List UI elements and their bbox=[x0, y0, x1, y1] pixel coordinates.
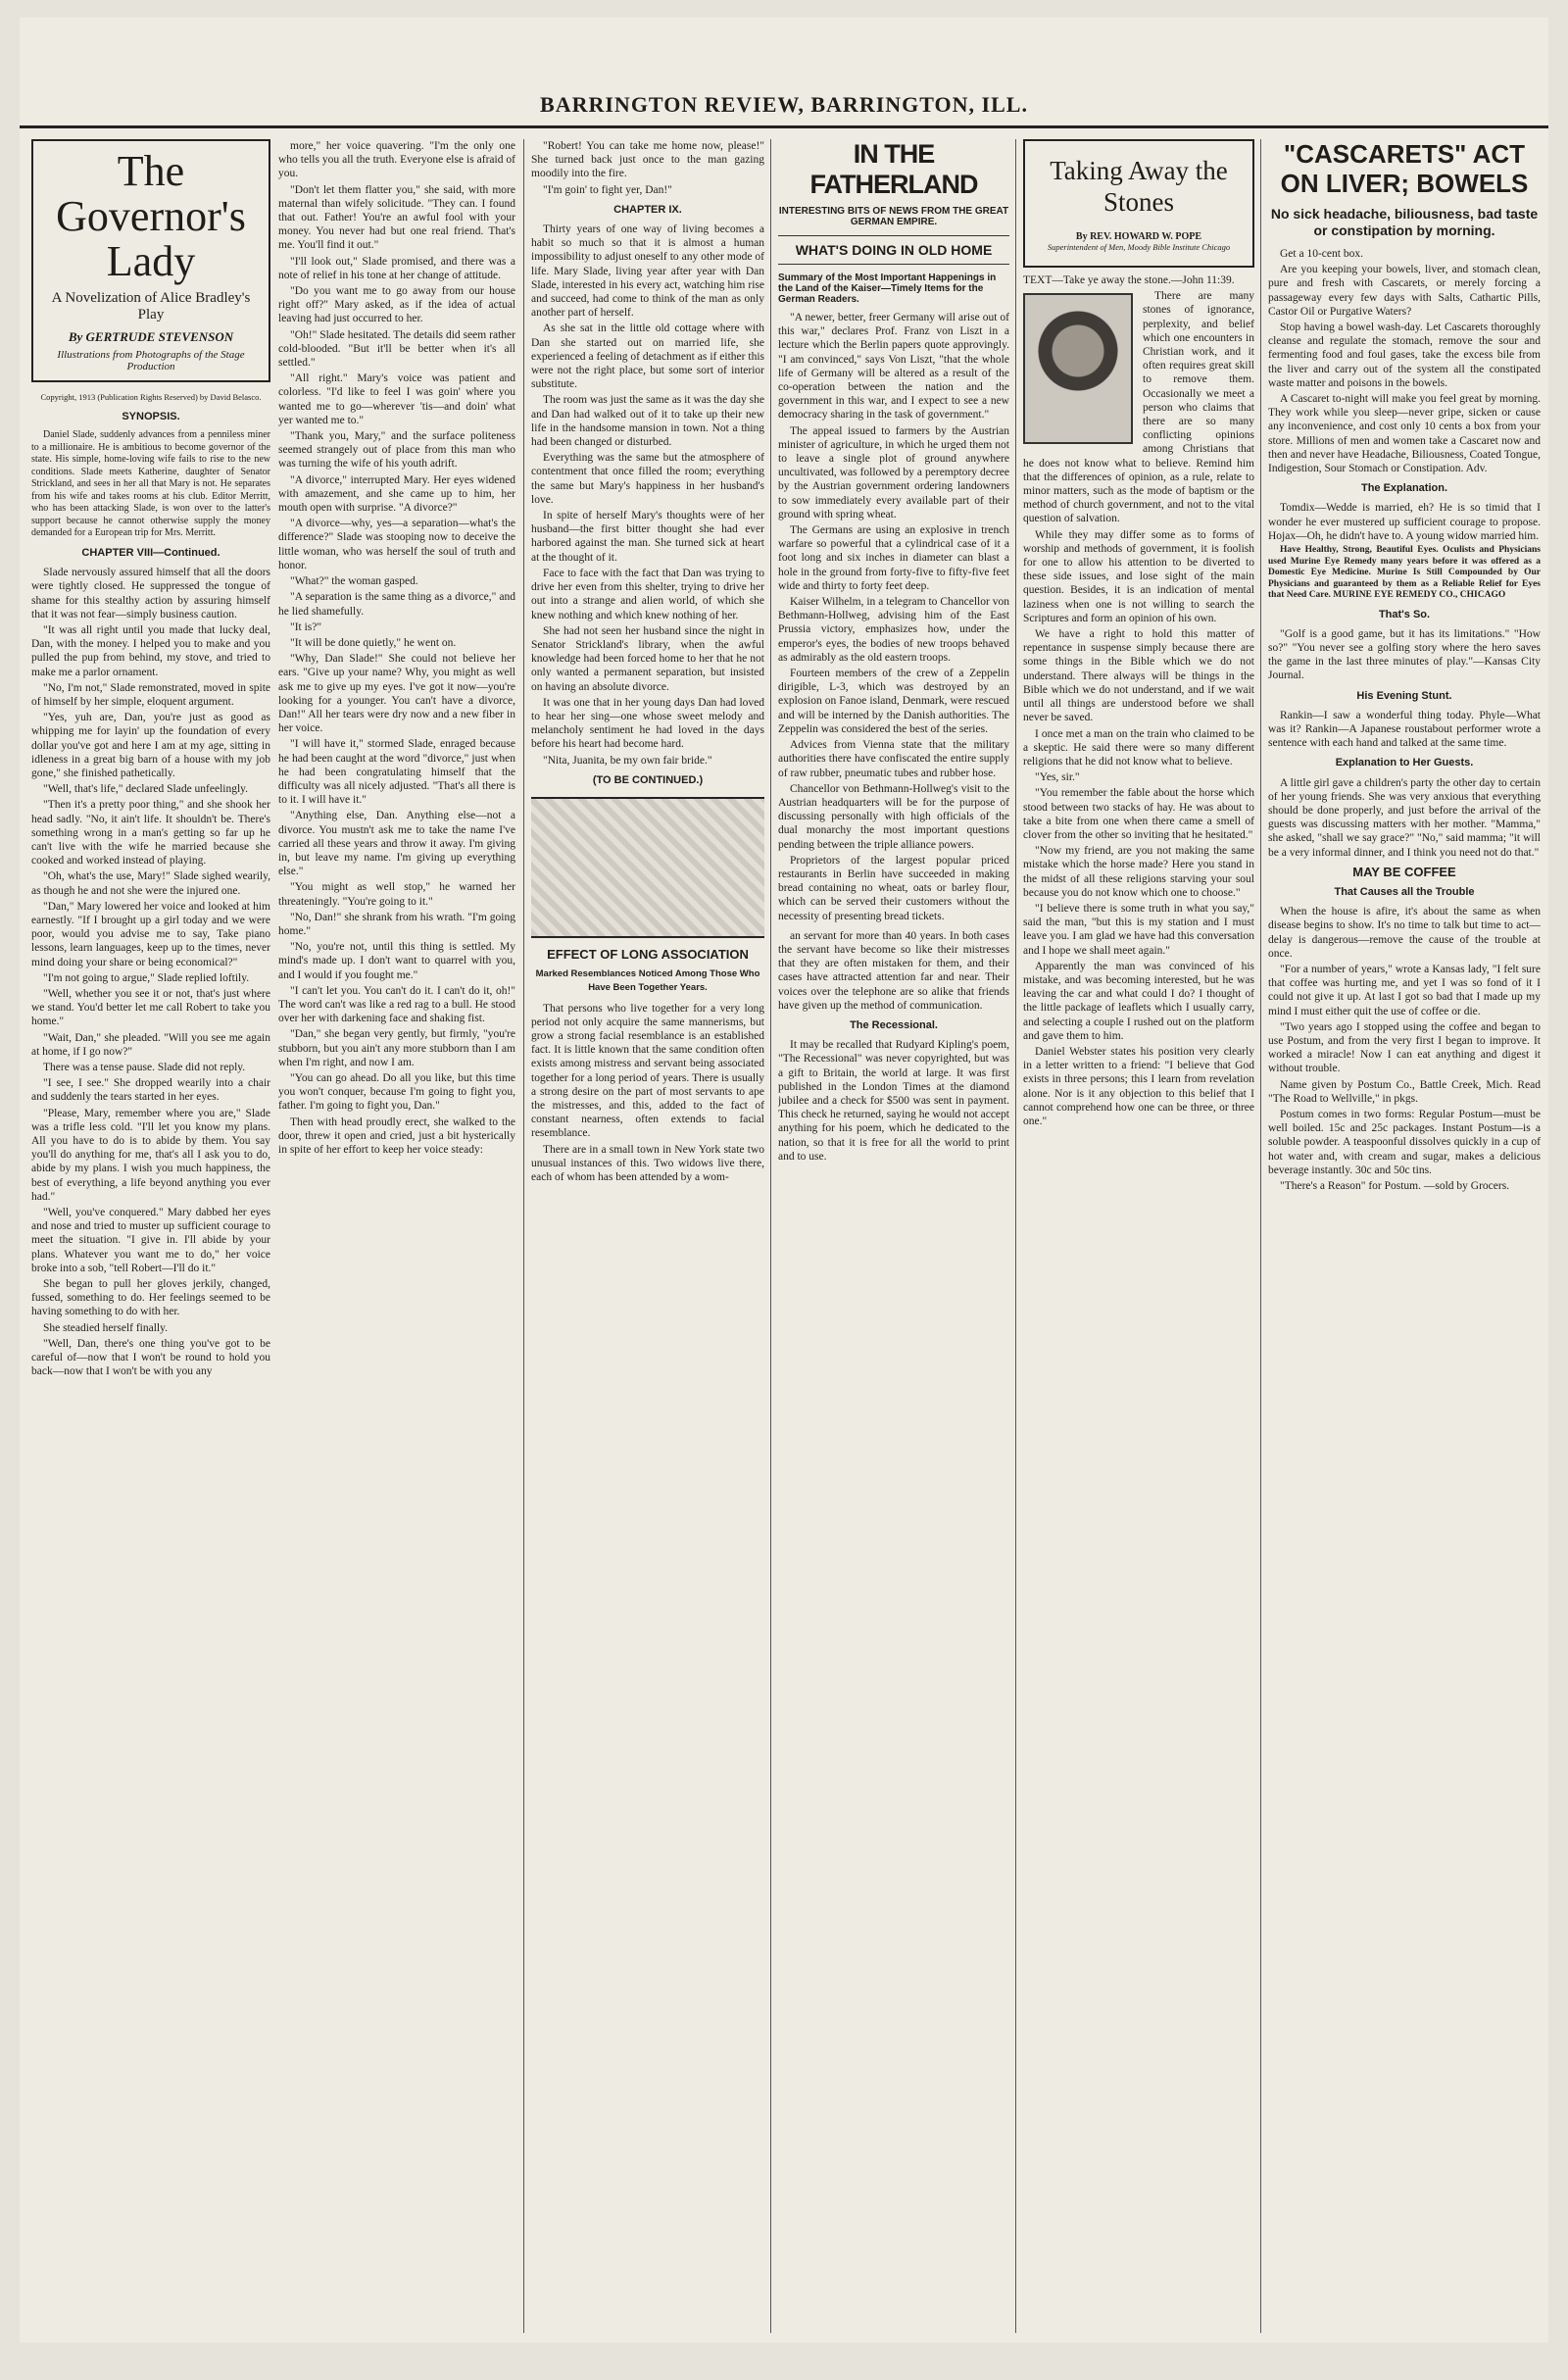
story-paragraph: "Robert! You can take me home now, please!" She turned back just once to the man gazing moodily into the fire. bbox=[531, 140, 764, 180]
coffee-paragraph: "Two years ago I stopped using the coffee and began to use Postum, and from the very first I began to improve. It worked a miracle! Now I can eat anything and digest it without trouble. bbox=[1268, 1020, 1541, 1075]
story-paragraph: "I'm not going to argue," Slade replied loftily. bbox=[43, 971, 250, 984]
story-paragraph: "Anything else, Dan. Anything else—not a divorce. You mustn't ask me to take the name I've carried all these years and throw it away. I'm giving in, but leave my name. I'm giving up everything else." bbox=[278, 810, 515, 878]
column-rule bbox=[1015, 139, 1016, 2333]
story-paragraph: "No, Dan!" she shrank from his wrath. "I'm going home." bbox=[278, 911, 515, 937]
story-paragraph: She steadied herself finally. bbox=[43, 1321, 168, 1334]
story-paragraph: "It will be done quietly," he went on. bbox=[290, 636, 457, 649]
news-item: Advices from Vienna state that the military authorities there have confiscated the entire supply of raw rubber, pneumatic tubes and rubber hose. bbox=[778, 739, 1009, 779]
serial-subtitle: A Novelization of Alice Bradley's Play bbox=[51, 290, 251, 322]
story-paragraph: "I'll look out," Slade promised, and there was a note of relief in his tone at her change of attitude. bbox=[278, 255, 515, 281]
story-paragraph: "It is?" bbox=[290, 620, 322, 633]
guests-heading: Explanation to Her Guests. bbox=[1335, 757, 1474, 769]
sermon-paragraph: We have a right to hold this matter of repentance in suspense simply because there are some things in the Bible which we do not understand. There always will be things in the Bible which we do not understand, and if we wait until all things are understood before we shall never be saved. bbox=[1023, 628, 1254, 724]
story-paragraph: The room was just the same as it was the day she and Dan had walked out of it to take up their new life in the handsome mansion in town. Not a thing had been changed or disturbed. bbox=[531, 394, 764, 449]
column-rule bbox=[523, 139, 524, 2333]
story-paragraph: "You might as well stop," he warned her threateningly. "You're going to it." bbox=[278, 881, 515, 908]
coffee-paragraph: "For a number of years," wrote a Kansas lady, "I felt sure that coffee was hurting me, and yet I was so fond of it I could not give it up. At last I got so bad that I made up my mind I must either quit the use of coffee or die. bbox=[1268, 964, 1541, 1017]
story-paragraph: "Well, you've conquered." Mary dabbed her eyes and nose and tried to muster up sufficient courage to meet the situation. "I give in. I'll abide by your plans. Whatever you want me to do," her voice broke into a sob, "tell Robert—I'll do it." bbox=[31, 1207, 270, 1274]
sermon-paragraph: "Now my friend, are you not making the same mistake which the horse made? Here you stand in the midst of all these religions starving your soul because you do not know which one to choose." bbox=[1023, 845, 1254, 899]
sermon-paragraph: I once met a man on the train who claimed to be a skeptic. He said there were so many different religions that he did not know what to believe. bbox=[1023, 727, 1254, 768]
explanation-text: Tomdix—Wedde is married, eh? He is so timid that I wonder he ever mustered up sufficient courage to propose. Hojax—Oh, he didn't have to. A young widow married him. bbox=[1268, 502, 1541, 542]
guests-text: A little girl gave a children's party the other day to certain of her young friends. She was very anxious that everything should be done properly, and just before the arrival of the guests was discussing matters with her mother. "Mamma," she asked, "shall we say grace?" "No," said mamma; "it will be a very informal dinner, and I think you need not do that." bbox=[1268, 776, 1541, 859]
story-paragraph: "All right." Mary's voice was patient and colorless. "I'd like to feel I was goin' where you wanted me to go—wherever 'tis—and doin' what yer wanted me to." bbox=[278, 372, 515, 426]
sermon-paragraph: Apparently the man was convinced of his mistake, and was becoming interested, but he was leaving the car and what could I do? I thought of the little package of leaflets which I usually carry, and selecting a couple I rushed out on the platform and gave them to him. bbox=[1023, 960, 1254, 1042]
decorative-ornament bbox=[531, 797, 764, 938]
story-paragraph: Thirty years of one way of living becomes a habit so much so that it is almost a human impossibility to adjust oneself to any other mode of life. Mary Slade, living year after year with Dan Slade, interested in his every act, watching him rise and succeed, had come to think of the man as only another part of herself. bbox=[531, 223, 764, 320]
story-paragraph: "Dan," she began very gently, but firmly, "you're stubborn, but you ain't any more stubborn than I am when I'm right, and now I am. bbox=[278, 1028, 515, 1068]
effect-heading: EFFECT OF LONG ASSOCIATION bbox=[547, 946, 749, 962]
ad-paragraph: Stop having a bowel wash-day. Let Cascarets thoroughly cleanse and regulate the stomach, remove the sour and fermenting food and foul gases, take the excess bile from the liver and carry out of the system all the constipated waste matter and poisons in the bowels. bbox=[1268, 322, 1541, 389]
story-paragraph: "Oh, what's the use, Mary!" Slade sighed wearily, as though he and not she were the injured one. bbox=[31, 870, 270, 897]
fatherland-title: IN THE FATHERLAND bbox=[809, 139, 978, 199]
news-item: Fourteen members of the crew of a Zeppelin dirigible, L-3, which was destroyed by an explosion on Fanoe island, Denmark, were rescued and will be interned by the Danish authorities. The Zeppelin was considered the best of the series. bbox=[778, 668, 1009, 735]
story-paragraph: "Well, whether you see it or not, that's just where we stand. You'd better let me call Robert to take you home." bbox=[31, 988, 270, 1028]
thats-so-heading: That's So. bbox=[1378, 608, 1431, 620]
story-paragraph: "I will have it," stormed Slade, enraged because he had been caught at the word "divorce," just when he had been congratulating himself that the difficulty was all nicely adjusted. "That's all there is to it. I will have it." bbox=[278, 738, 515, 807]
masthead bbox=[20, 86, 1548, 128]
sermon-title: Taking Away the Stones bbox=[1050, 156, 1228, 217]
coffee-paragraph: Postum comes in two forms: Regular Postum—must be well boiled. 15c and 25c packages. Instant Postum—is a soluble powder. A teaspoonful dissolves quickly in a cup of hot water and, with cream and sugar, makes a delicious beverage instantly. 30c and 50c tins. bbox=[1268, 1109, 1541, 1176]
story-paragraph: Face to face with the fact that Dan was trying to drive her even from this shelter, trying to drive her out into a strange and alien world, of which she knew nothing and which knew nothing of her. bbox=[531, 567, 764, 621]
serial-title-box bbox=[31, 139, 270, 382]
effect-paragraph: That persons who live together for a very long period not only acquire the same mannerisms, but grow a strong facial resemblance is an established fact. It is little known that the same condition often exists among mistress and servant being associated together for a long period of years. There is usually a strong desire on the part of most servants to ape the mistresses, and this, added to the fact of constant nearness, often extends to facial resemblance. bbox=[531, 1002, 764, 1140]
story-paragraph: "Don't let them flatter you," she said, with more maternal than wifely solicitude. "They can. I found that out. Father! You're an awful fool with your money. You never had but one real friend. That's me. You'll find it out." bbox=[278, 183, 515, 252]
chapter-heading: CHAPTER IX. bbox=[613, 203, 682, 216]
news-item: "A newer, better, freer Germany will arise out of this war," declares Prof. Franz von Liszt in a lecture which the Berlin papers quote approvingly. "I am convinced," says Von Liszt, "that the whole life of Germany will be altered as a result of the co-operation between the nation and the government in this war, and I expect to see a new democracy sharing in the task of government." bbox=[778, 312, 1009, 421]
column-fatherland bbox=[778, 139, 1009, 2333]
evening-stunt-heading: His Evening Stunt. bbox=[1356, 689, 1452, 702]
sermon-byline: By REV. HOWARD W. POPE bbox=[1075, 231, 1202, 242]
column-sermon bbox=[1023, 139, 1254, 2333]
story-paragraph: "I'm goin' to fight yer, Dan!" bbox=[543, 183, 672, 196]
story-paragraph: She had not seen her husband since the night in Senator Strickland's library, when the awful knowledge had been forced home to her that he not only wanted a permanent separation, but insisted on having an absolute divorce. bbox=[531, 624, 764, 693]
sermon-paragraph: While they may differ some as to forms of worship and methods of government, it is foolish for one to allow his attention to be diverted to these side issues, and lose sight of the main question. Besides, it is an indication of mental laziness when one is not willing to search the Scriptures and form an opinion of his own. bbox=[1023, 528, 1254, 624]
story-paragraph: "Dan," Mary lowered her voice and looked at him earnestly. "If I brought up a girl today and we were poor, would you advise me to say, Take piano lessons, learn languages, keep up to the times, never mind doing your share or being economical?" bbox=[31, 900, 270, 968]
news-item: The Germans are using an explosive in trench warfare so powerful that a cylindrical case of it a foot long and six inches in diameter can blast a hole in the ground from forty-five to fifty-five feet wide and thirty to forty feet deep. bbox=[778, 524, 1009, 592]
story-paragraph: "Nita, Juanita, be my own fair bride." bbox=[543, 754, 712, 767]
column-governors-lady bbox=[31, 139, 270, 2333]
story-paragraph: Then with head proudly erect, she walked to the door, threw it open and cried, just a bit hysterically in spite of her effort to keep her voice steady: bbox=[278, 1116, 515, 1157]
sermon-paragraph: "Yes, sir." bbox=[1035, 771, 1080, 784]
story-paragraph: "Then it's a pretty poor thing," and she shook her head sadly. "No, it ain't life. It shouldn't be. There's something wrong in a man's getting so far up he can't live with the wife he married because she cooked and worked instead of playing. bbox=[31, 799, 270, 868]
story-paragraph: "I see, I see." She dropped wearily into a chair and suddenly the tears started in her eyes. bbox=[31, 1077, 270, 1104]
recessional-paragraph: It may be recalled that Rudyard Kipling's poem, "The Recessional" was never copyrighted, but was a gift to Britain, the world at large. It was first published in the London Times at the diamond jubilee and a check for $500 was sent in payment. This check he returned, saying he would not accept anything for his poem, which he dedicated to the nation, so that it is free for all the world to print and to use. bbox=[778, 1039, 1009, 1163]
cascarets-headline: "CASCARETS" ACT ON LIVER; BOWELS bbox=[1280, 139, 1529, 198]
story-paragraph: Everything was the same but the atmosphere of contentment that once filled the room; everything the same but Mary's happiness in her husband's love. bbox=[531, 452, 764, 506]
explanation-heading: The Explanation. bbox=[1360, 482, 1447, 495]
story-paragraph: more," her voice quavering. "I'm the only one who tells you all the truth. Everyone else is afraid of you. bbox=[278, 140, 515, 180]
story-paragraph: As she sat in the little old cottage where with Dan she started out on married life, she experienced a feeling of detachment as if either this were not the right place, but some sort of interior substitute. bbox=[531, 322, 764, 391]
coffee-heading: MAY BE COFFEE bbox=[1352, 864, 1456, 879]
synopsis-heading: SYNOPSIS. bbox=[122, 411, 180, 423]
evening-stunt-text: Rankin—I saw a wonderful thing today. Phyle—What was it? Rankin—A Japanese roustabout performer wrote a sentence with each hand and talked at the same time. bbox=[1268, 709, 1541, 750]
story-paragraph: "It was all right until you made that lucky deal, Dan, with the money. I helped you to make and you pulled the pup from behind, my stove, and tried to make me a parlor ornament. bbox=[31, 623, 270, 678]
coffee-paragraph: "There's a Reason" for Postum. —sold by Grocers. bbox=[1280, 1180, 1510, 1193]
story-paragraph: "Well, Dan, there's one thing you've got to be careful of—now that I won't be round to hold you back—now that I won't be with you any bbox=[31, 1337, 270, 1378]
story-paragraph: "Please, Mary, remember where you are," Slade was a trifle less cold. "I'll let you know my plans. All you have to do is to abide by them. You say you'll do anything for me, that's all I ask you to do, abide by my plans. I wish you much happiness, the best of everything, a life beyond anything you ever had." bbox=[31, 1107, 270, 1203]
sermon-paragraph: "You remember the fable about the horse which stood between two stacks of hay. He was about to take a bite from one when there came a smell of clover from the other so inviting that he hesitated." bbox=[1023, 787, 1254, 841]
story-paragraph: "Thank you, Mary," and the surface politeness seemed strangely out of place from this man who was turning the wife of his youth adrift. bbox=[278, 430, 515, 471]
news-item: The appeal issued to farmers by the Austrian minister of agriculture, in which he urged them not to leave a single plot of ground anywhere uncultivated, was followed by a peremptory decree by the Austrian government ordering landowners to sow immediately every available part of their ground with spring wheat. bbox=[778, 424, 1009, 521]
story-paragraph: "Well, that's life," declared Slade unfeelingly. bbox=[43, 783, 249, 796]
serial-author: By GERTRUDE STEVENSON bbox=[68, 329, 234, 344]
fatherland-section-heading: WHAT'S DOING IN OLD HOME bbox=[778, 235, 1009, 265]
coffee-subheading: That Causes all the Trouble bbox=[1334, 886, 1475, 899]
cascarets-subheadline: No sick headache, biliousness, bad taste or constipation by morning. bbox=[1270, 206, 1539, 238]
story-paragraph: It was one that in her young days Dan had loved to hear her sing—one whose sweet melody and melancholy sentiment he had loved in the days before his heart had become hard. bbox=[531, 696, 764, 751]
serial-title: The Governor's Lady bbox=[56, 147, 246, 285]
column-story-and-effect bbox=[531, 139, 764, 2333]
fatherland-subheading: INTERESTING BITS OF NEWS FROM THE GREAT GERMAN EMPIRE. bbox=[778, 206, 1009, 227]
story-paragraph: "Wait, Dan," she pleaded. "Will you see me again at home, if I go now?" bbox=[31, 1031, 270, 1058]
story-paragraph: "Why, Dan Slade!" She could not believe her ears. "Give up your name? Why, you might as well ask me to give up my eyes. I've got it now—you're looking for a younger. You can't have a divorce, Dan!" All her tears were dry now and a new fiber in her voice. bbox=[278, 653, 515, 735]
sermon-paragraph: There are many stones of ignorance, perplexity, and belief which one encounters in Christian work, and it often requires great skill to remove them. Occasionally we meet a person who claims that there are so many conflicting opinions among Christians that he does not know what to believe. Remind him that the differences of opinion, as a rule, relate to minor matters, such as the mode of baptism or the method of church government, and not to the vital question of salvation. bbox=[1023, 290, 1254, 525]
sermon-paragraph: "I believe there is some truth in what you say," said the man, "but this is my station and I must leave you. I am glad we have had this conversation and I hope we shall meet again." bbox=[1023, 902, 1254, 957]
effect-subheading: Marked Resemblances Noticed Among Those Who Have Been Together Years. bbox=[535, 968, 760, 994]
coffee-paragraph: Name given by Postum Co., Battle Creek, Mich. Read "The Road to Wellville," in pkgs. bbox=[1268, 1078, 1541, 1105]
column-story-continued bbox=[278, 139, 515, 2333]
story-paragraph: There was a tense pause. Slade did not reply. bbox=[43, 1062, 246, 1074]
continued-note: (TO BE CONTINUED.) bbox=[592, 773, 704, 786]
recessional-heading: The Recessional. bbox=[850, 1018, 938, 1031]
copyright-line: Copyright, 1913 (Publication Rights Reserved) by David Belasco. bbox=[40, 392, 262, 402]
story-paragraph: In spite of herself Mary's thoughts were of her husband—the first bitter thought she had ever harbored against the man. She turned sick at heart at the thought of it. bbox=[531, 510, 764, 564]
effect-paragraph: an servant for more than 40 years. In both cases the servant have become so like their mistresses that they are often mistaken for them, and their cases have attracted attention far and near. Their voices over the telephone are so alike that friends have given up the method of communication. bbox=[778, 929, 1009, 1012]
column-advertisements bbox=[1268, 139, 1541, 2333]
story-paragraph: "No, I'm not," Slade remonstrated, moved in spite of himself by her simple, eloquent argument. bbox=[31, 681, 270, 708]
column-rule bbox=[1260, 139, 1261, 2333]
masthead-title: BARRINGTON REVIEW, BARRINGTON, ILL. bbox=[540, 92, 1028, 117]
column-rule bbox=[770, 139, 771, 2333]
murine-ad: Have Healthy, Strong, Beautiful Eyes. Oculists and Physicians used Murine Eye Remedy many years before it was offered as a Domestic Eye Medicine. Murine Is Still Compounded by Our Physicians and guaranteed by them as a Reliable Relief for Eyes that Need Care. MURINE EYE REMEDY CO., CHICAGO bbox=[1268, 545, 1541, 601]
ad-paragraph: A Cascaret to-night will make you feel great by morning. They work while you sleep—never gripe, sicken or cause any inconvenience, and cost only 10 cents a box from your store. Millions of men and women take a Cascaret now and then and never have Headache, Biliousness, Coated Tongue, Indigestion, Sour Stomach or Constipation. Adv. bbox=[1268, 393, 1541, 475]
fatherland-summary: Summary of the Most Important Happenings in the Land of the Kaiser—Timely Items for the German Readers. bbox=[778, 273, 997, 305]
story-paragraph: Slade nervously assured himself that all the doors were tightly closed. He suppressed the tongue of shame for this stealthy action by assuring himself that it was not fear—simply business caution. bbox=[31, 567, 270, 620]
story-paragraph: "No, you're not, until this thing is settled. My mind's made up. I don't want to quarrel with you, and I would if you fought me." bbox=[278, 941, 515, 981]
ad-paragraph: Are you keeping your bowels, liver, and stomach clean, pure and fresh with Cascarets, or merely forcing a passageway every few days with Salts, Cathartic Pills, Castor Oil or Purgative Waters? bbox=[1268, 264, 1541, 318]
news-item: Kaiser Wilhelm, in a telegram to Chancellor von Bethmann-Hollweg, advising him of the East Prussia victory, emphasizes how, under the emperor's eyes, the bodies of new troops behaved as admirably as the old eastern troops. bbox=[778, 596, 1009, 664]
chapter-heading: CHAPTER VIII—Continued. bbox=[81, 546, 220, 559]
story-paragraph: "You can go ahead. Do all you like, but this time you won't conquer, because I'm going to fight you, father. I'm going to fight you, Dan." bbox=[278, 1072, 515, 1113]
story-paragraph: "A divorce," interrupted Mary. Her eyes widened with amazement, and she came up to him, her mouth open with surprise. "A divorce?" bbox=[278, 473, 515, 515]
story-paragraph: "What?" the woman gasped. bbox=[290, 575, 418, 588]
story-paragraph: "I can't let you. You can't do it. I can't do it, oh!" The word can't was like a red rag to a bull. He stood over her with darkening face and shaking fist. bbox=[278, 984, 515, 1025]
thats-so-text: "Golf is a good game, but it has its limitations." "How so?" "You never see a golfing story where the hero saves the game in the last three minutes of play."—Kansas City Journal. bbox=[1268, 627, 1541, 682]
story-paragraph: "Do you want me to go away from our house right off?" Mary asked, as if the idea of actual leaving had just occurred to her. bbox=[278, 285, 515, 325]
story-paragraph: "Yes, yuh are, Dan, you're just as good as whipping me for layin' up the foundation of every dollar you've got and here I am at my age, sitting in idleness in a great big barn of a house with my job gone," she finished pathetically. bbox=[31, 712, 270, 779]
sermon-title-box bbox=[1023, 139, 1254, 268]
sermon-paragraph: Daniel Webster states his position very clearly in a letter written to a friend: "I believe that God exists in three persons; this I learn from revelation alone. Nor is it any objection to this belief that I cannot comprehend how one can be three, or three one." bbox=[1023, 1045, 1254, 1127]
coffee-paragraph: When the house is afire, it's about the same as when disease begins to show. It's no time to talk but time to act—delay is dangerous—remove the cause of the trouble at once. bbox=[1268, 906, 1541, 960]
story-paragraph: "A divorce—why, yes—a separation—what's the difference?" Slade was stooping now to deceive the little woman, who was herself the soul of truth and honor. bbox=[278, 518, 515, 571]
story-paragraph: "Oh!" Slade hesitated. The details did seem rather cold-blooded. "But it'll be better when it's all settled." bbox=[278, 328, 515, 370]
sermon-text-citation: TEXT—Take ye away the stone.—John 11:39. bbox=[1023, 274, 1235, 286]
serial-illustrations-note: Illustrations from Photographs of the Stage Production bbox=[57, 349, 245, 372]
portrait-image bbox=[1023, 293, 1133, 444]
ad-paragraph: Get a 10-cent box. bbox=[1280, 248, 1363, 260]
story-paragraph: She began to pull her gloves jerkily, changed, fussed, something to do. Her feelings seemed to be having something to do with her. bbox=[31, 1278, 270, 1318]
effect-paragraph: There are in a small town in New York state two unusual instances of this. Two widows live there, each of whom has been attended by a wom- bbox=[531, 1143, 764, 1183]
news-item: Proprietors of the largest popular priced restaurants in Berlin have succeeded in making bread containing no wheat, oats or barley flour, which can be served their customers without the necessity of presenting bread tickets. bbox=[778, 854, 1009, 922]
story-paragraph: "A separation is the same thing as a divorce," and he lied shamefully. bbox=[278, 591, 515, 618]
news-item: Chancellor von Bethmann-Hollweg's visit to the Austrian headquarters will be for the purpose of discussing personally with high officials of the dual monarchy the most important questions pending between the triple alliance powers. bbox=[778, 782, 1009, 851]
synopsis-text: Daniel Slade, suddenly advances from a penniless miner to a millionaire. He is ambitious to become governor of the state. His simple, home-loving wife fails to rise to the new conditions. Slade meets Katherine, daughter of Senator Strickland, and sees in her all that Mary is not. He separates from his wife and takes rooms at his club. Editor Merritt, who has been attacking Slade, is won over to the latter's support because he cannot otherwise supply the money demanded for a European trip for Mrs. Merritt. bbox=[31, 429, 270, 539]
sermon-affiliation: Superintendent of Men, Moody Bible Institute Chicago bbox=[1047, 242, 1231, 252]
newspaper-page bbox=[20, 18, 1548, 2343]
